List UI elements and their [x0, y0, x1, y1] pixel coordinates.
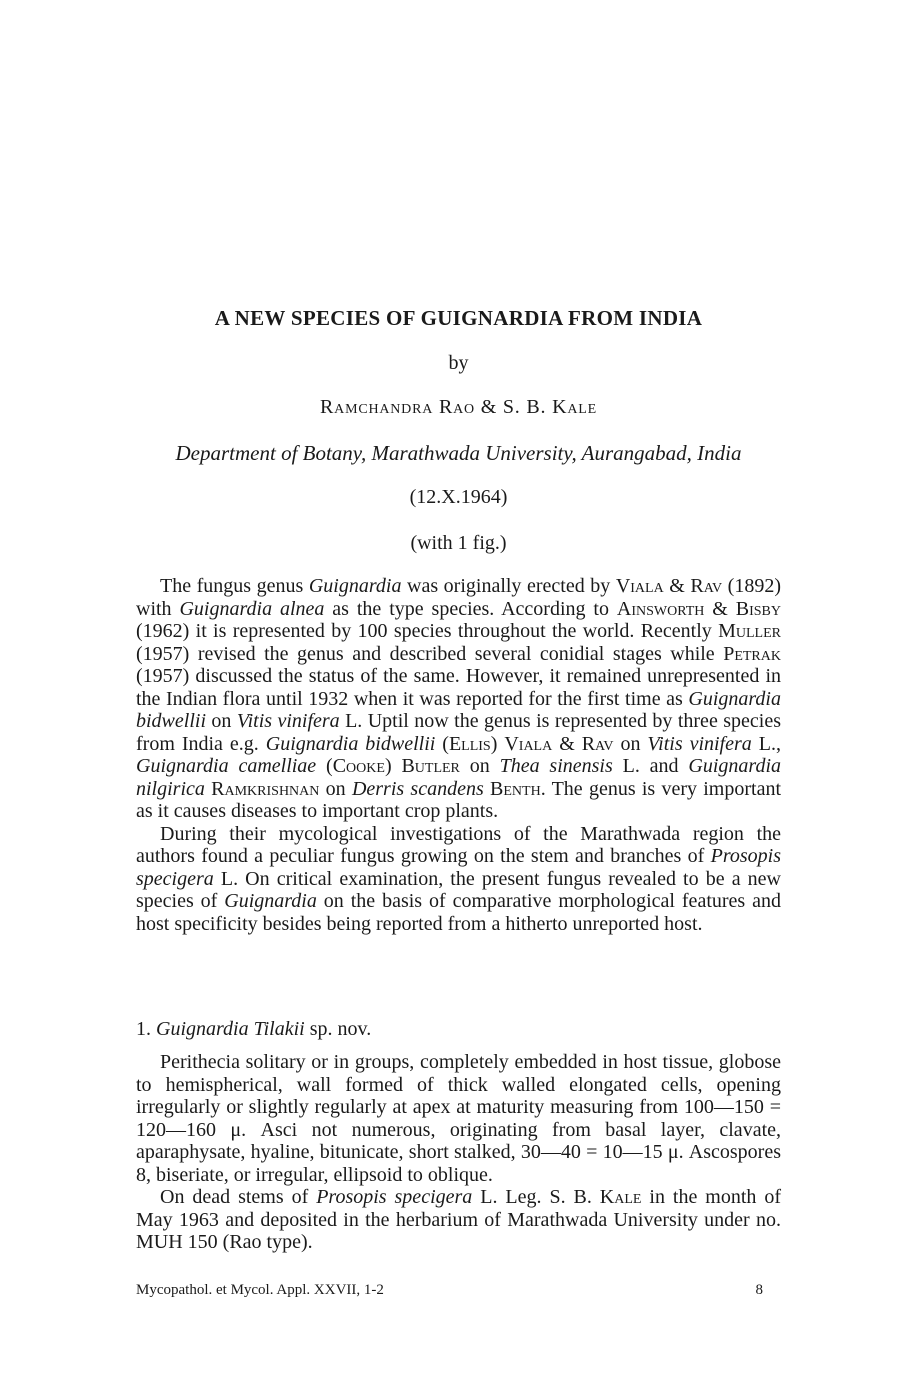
journal-citation: Mycopathol. et Mycol. Appl. XXVII, 1-2 [136, 1282, 384, 1298]
intro-paragraph-2: During their mycological investigations of the Marathwada region the authors found a peculiar fungus growing on the stem and branches of Prosopis specigera L. On critical examination, the present fungus revealed to be a new species of Guignardia on the basis of comparative morphological features and host specificity besides being reported from a hitherto unreported host. [136, 822, 781, 935]
article-title: A NEW SPECIES OF GUIGNARDIA FROM INDIA [214, 306, 703, 330]
figure-note: (with 1 fig.) [410, 532, 507, 554]
description-paragraph-1: Perithecia solitary or in groups, completely embedded in host tissue, globose to hemispherical, wall formed of thick walled elongated cells, opening irregularly or slightly regularly at apex at maturity measuring from 100—150 = 120—160 μ. Asci not numerous, originating from basal layer, clavate, aparaphysate, hyaline, bitunicate, short stalked, 30—40 = 10—15 μ. Ascospores 8, biseriate, or irregular, ellipsoid to oblique. [136, 1051, 781, 1186]
page-footer [136, 1282, 763, 1299]
received-date: (12.X.1964) [409, 486, 508, 508]
species-description [136, 1051, 781, 1254]
authors: Ramchandra Rao & S. B. Kale [320, 396, 597, 418]
introduction [136, 575, 781, 935]
species-number: 1. [136, 1018, 151, 1040]
intro-paragraph-1: The fungus genus Guignardia was originally erected by Viala & Rav (1892) with Guignardia alnea as the type species. According to Ainsworth & Bisby (1962) it is represented by 100 species throughout the world. Recently Muller (1957) revised the genus and described several conidial stages while Petrak (1957) discussed the status of the same. However, it remained unrepresented in the Indian flora until 1932 when it was reported for the first time as Guignardia bidwellii on Vitis vinifera L. Uptil now the genus is represented by three species from India e.g. Guignardia bidwellii (Ellis) Viala & Rav on Vitis vinifera L., Guignardia camelliae (Cooke) Butler on Thea sinensis L. and Guignardia nilgirica Ramkrishnan on Derris scandens Benth. The genus is very important as it causes diseases to important crop plants. [136, 575, 782, 822]
affiliation: Department of Botany, Marathwada University, Aurangabad, India [175, 441, 742, 465]
by-line: by [448, 352, 469, 374]
species-suffix: sp. nov. [309, 1018, 372, 1040]
page-number: 8 [755, 1282, 763, 1298]
species-name: Guignardia Tilakii [156, 1018, 305, 1040]
description-paragraph-2: On dead stems of Prosopis specigera L. Leg. S. B. Kale in the month of May 1963 and deposited in the herbarium of Marathwada University under no. MUH 150 (Rao type). [136, 1186, 782, 1253]
species-heading [136, 1018, 371, 1041]
